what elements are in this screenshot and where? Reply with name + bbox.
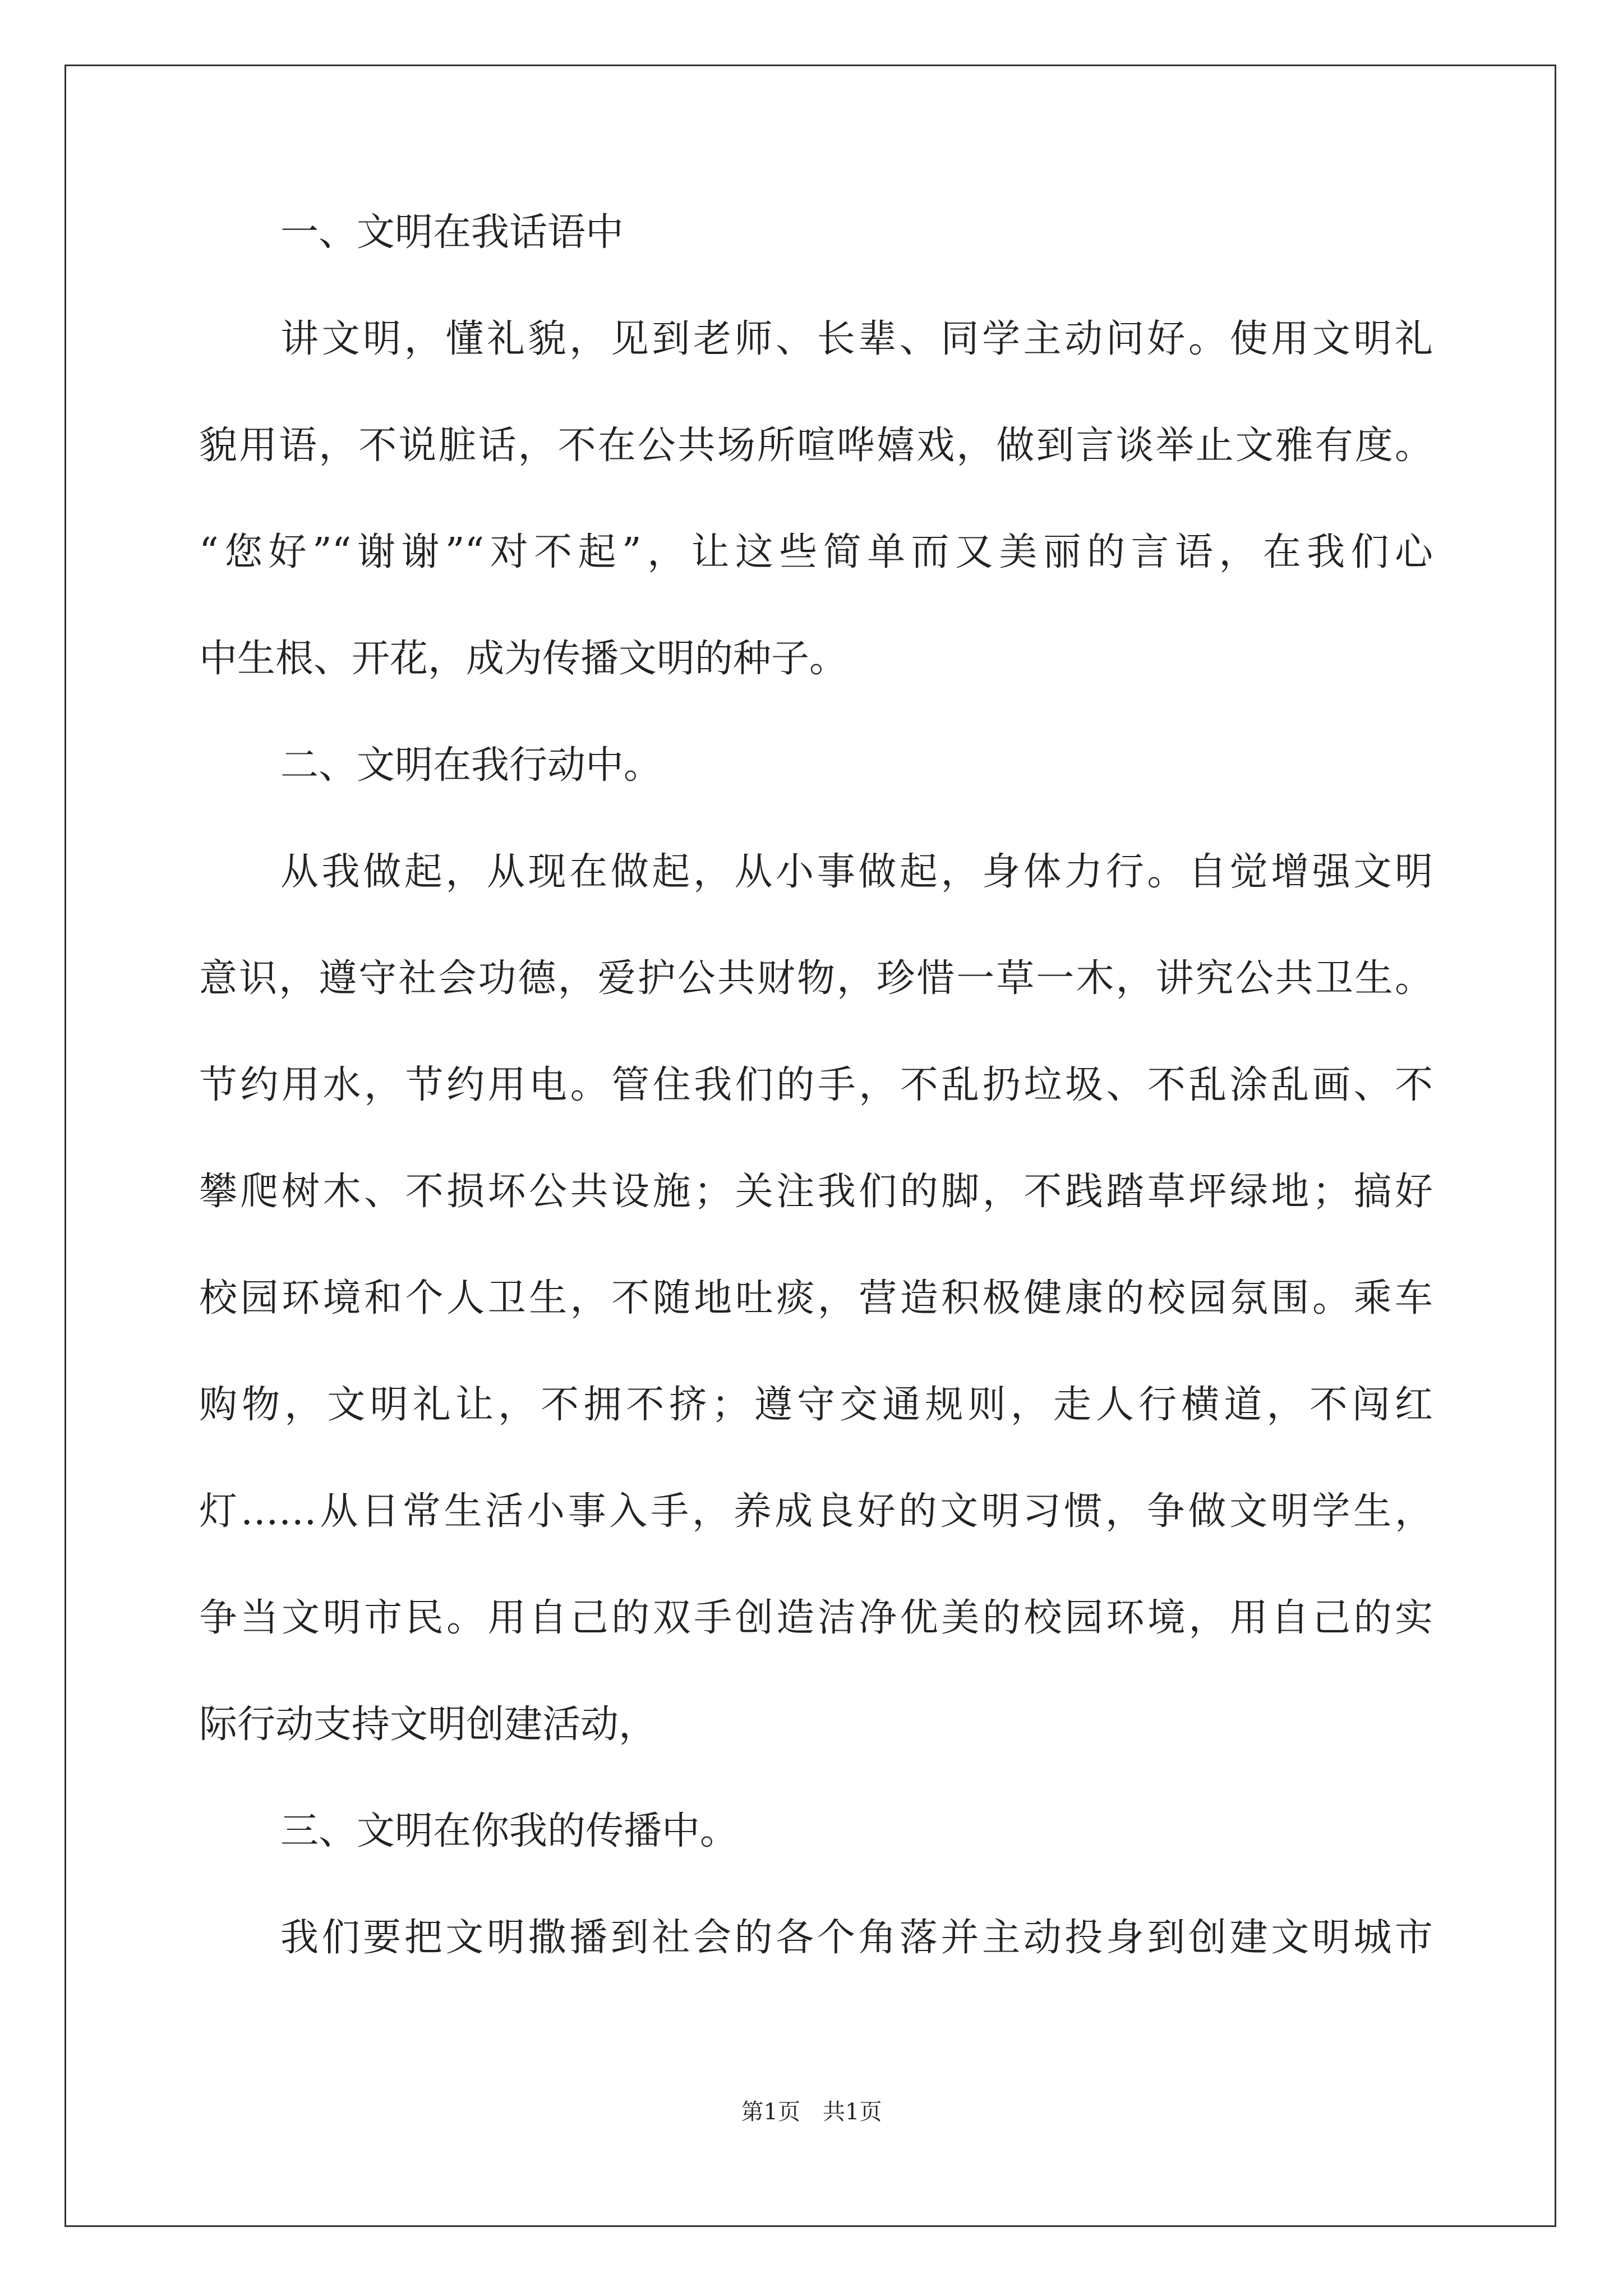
paragraph-line: “您好”“谢谢”“对不起”，让这些简单而又美丽的言语，在我们心: [199, 530, 1433, 574]
paragraph-line: 际行动支持文明创建活动，: [199, 1703, 657, 1747]
page-border: [64, 65, 1556, 2227]
paragraph-line: 购物，文明礼让，不拥不挤；遵守交通规则，走人行横道，不闯红: [199, 1383, 1433, 1427]
paragraph-line: 攀爬树木、不损坏公共设施；关注我们的脚，不践踏草坪绿地；搞好: [199, 1170, 1433, 1214]
paragraph-line: 节约用水，节约用电。管住我们的手，不乱扔垃圾、不乱涂乱画、不: [199, 1063, 1433, 1107]
paragraph-line: 从我做起，从现在做起，从小事做起，身体力行。自觉增强文明: [280, 850, 1433, 894]
heading-2: 二、文明在我行动中。: [280, 743, 662, 788]
paragraph-line: 争当文明市民。用自己的双手创造洁净优美的校园环境，用自己的实: [199, 1596, 1433, 1640]
paragraph-line: 貌用语，不说脏话，不在公共场所喧哗嬉戏，做到言谈举止文雅有度。: [199, 424, 1433, 468]
paragraph-line: 我们要把文明撒播到社会的各个角落并主动投身到创建文明城市: [280, 1916, 1433, 1960]
paragraph-line: 灯……从日常生活小事入手，养成良好的文明习惯，争做文明学生，: [199, 1489, 1433, 1534]
paragraph-line: 讲文明，懂礼貌，见到老师、长辈、同学主动问好。使用文明礼: [280, 317, 1433, 361]
paragraph-line: 中生根、开花，成为传播文明的种子。: [199, 637, 848, 681]
page-footer: 第1页 共1页: [741, 2099, 882, 2125]
heading-1: 一、文明在我话语中: [280, 210, 624, 255]
heading-3: 三、文明在你我的传播中。: [280, 1809, 739, 1853]
paragraph-line: 意识，遵守社会功德，爱护公共财物，珍惜一草一木，讲究公共卫生。: [199, 956, 1433, 1001]
paragraph-line: 校园环境和个人卫生，不随地吐痰，营造积极健康的校园氛围。乘车: [199, 1276, 1433, 1320]
